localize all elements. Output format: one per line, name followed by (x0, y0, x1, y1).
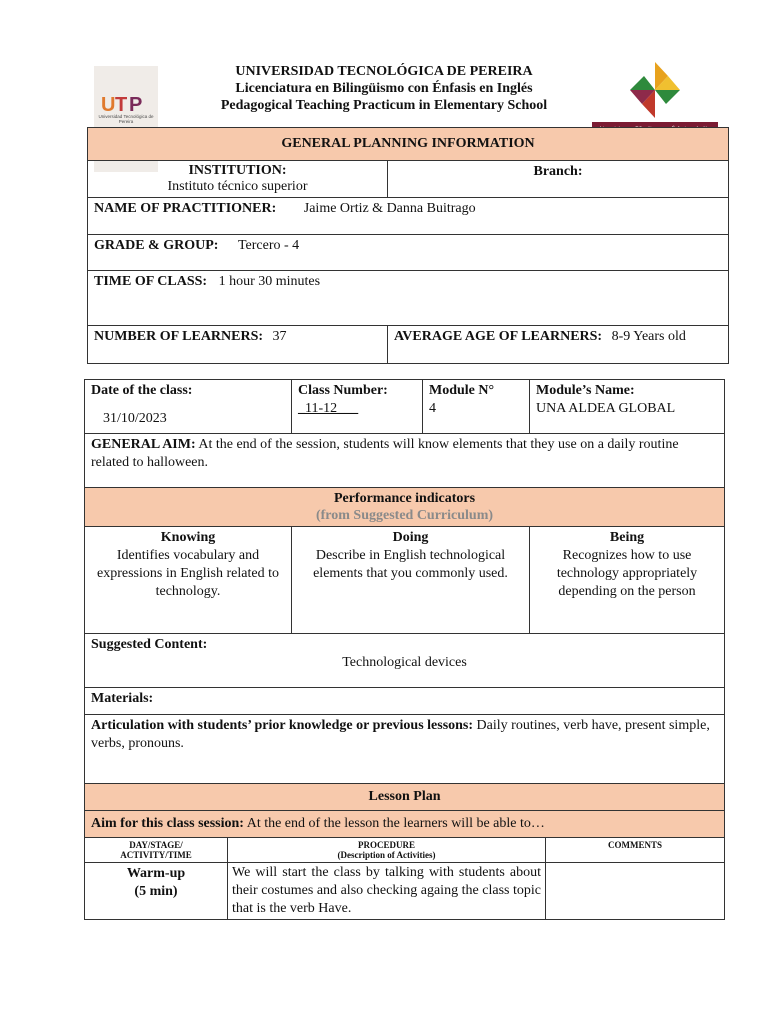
being-label: Being (609, 530, 645, 545)
date-value: 31/10/2023 (103, 411, 167, 426)
module-cell (423, 380, 530, 434)
lesson-plan-title: Lesson Plan (85, 784, 725, 811)
class-aim-cell (85, 811, 725, 838)
program-title: Licenciatura en Bilingüismo con Énfasis en Inglés (235, 81, 533, 96)
institution-cell (88, 161, 388, 198)
utp-mark-icon (100, 92, 152, 114)
general-aim-cell (85, 434, 725, 488)
class-aim-text: At the end of the lesson the learners will be able to… (246, 816, 545, 831)
time-value: 1 hour 30 minutes (218, 274, 321, 289)
institution-value: Instituto técnico superior (167, 179, 308, 194)
doing-text: Describe in English technological elements that you commonly used. (313, 548, 508, 581)
comments-cell (546, 863, 725, 920)
time-label: TIME OF CLASS: (94, 274, 208, 289)
doing-label: Doing (392, 530, 429, 545)
practitioner-cell (88, 198, 729, 235)
procedure-header-line2: (Description of Activities) (337, 850, 436, 860)
doing-cell (292, 527, 530, 634)
branch-label: Branch: (388, 161, 729, 198)
age-cell (388, 326, 729, 364)
age-label: AVERAGE AGE OF LEARNERS: (394, 329, 603, 344)
articulation-text: Daily routines, verb have, present simple, verbs, pronouns. (91, 718, 710, 751)
learners-cell (88, 326, 388, 364)
stage-cell (85, 863, 228, 920)
grade-cell (88, 235, 729, 271)
svg-text:P: P (129, 94, 143, 114)
class-number-cell (292, 380, 423, 434)
articulation-cell (85, 715, 725, 784)
pinwheel-icon (628, 60, 682, 120)
date-cell (85, 380, 292, 434)
articulation-label: Articulation with students’ prior knowledge or previous lessons: (91, 718, 474, 733)
general-aim-label: GENERAL AIM: (91, 437, 196, 452)
svg-text:U: U (101, 94, 116, 114)
date-label: Date of the class: (91, 383, 193, 398)
procedure-cell: We will start the class by talking with students about their costumes and also checking againg the class topic that is the verb Have. (228, 863, 546, 920)
table-row (85, 863, 725, 920)
module-label: Module N° (429, 383, 495, 398)
practicum-title: Pedagogical Teaching Practicum in Elementary School (220, 98, 548, 113)
procedure-header-line1: PROCEDURE (357, 840, 415, 850)
practitioner-label: NAME OF PRACTITIONER: (94, 201, 277, 216)
module-name-label: Module’s Name: (536, 383, 635, 398)
module-name-cell (530, 380, 725, 434)
age-value: 8-9 Years old (611, 329, 686, 344)
lesson-plan-table (84, 783, 725, 920)
learners-value: 37 (272, 329, 287, 344)
class-number-value: _11-12___ (298, 401, 359, 416)
suggested-content-cell (85, 634, 725, 688)
grade-value: Tercero - 4 (237, 238, 300, 253)
procedure-column-header (228, 838, 546, 863)
comments-column-header: COMMENTS (546, 838, 725, 863)
class-aim-label: Aim for this class session: (91, 816, 244, 831)
stage-header-line1: DAY/STAGE/ (129, 840, 183, 850)
university-title: UNIVERSIDAD TECNOLÓGICA DE PEREIRA (235, 64, 533, 79)
module-value: 4 (429, 401, 436, 416)
being-text: Recognizes how to use technology appropriately depending on the person (556, 548, 698, 599)
general-planning-table (87, 127, 729, 364)
class-info-table (84, 379, 725, 784)
performance-title-cell (85, 488, 725, 527)
general-planning-title: GENERAL PLANNING INFORMATION (88, 128, 729, 161)
practitioner-value: Jaime Ortiz & Danna Buitrago (303, 201, 476, 216)
suggested-content-value: Technological devices (342, 655, 467, 670)
module-name-value: UNA ALDEA GLOBAL (536, 401, 676, 416)
stage-time: (5 min) (134, 884, 178, 899)
general-aim-text: At the end of the session, students will know elements that they use on a daily routine related to halloween. (91, 437, 679, 470)
performance-title: Performance indicators (333, 491, 476, 506)
institution-label: INSTITUTION: (188, 163, 287, 178)
knowing-label: Knowing (160, 530, 216, 545)
grade-label: GRADE & GROUP: (94, 238, 219, 253)
knowing-text: Identifies vocabulary and expressions in English related to technology. (97, 548, 279, 599)
being-cell (530, 527, 725, 634)
time-cell (88, 271, 729, 326)
materials-label: Materials: (85, 688, 725, 715)
suggested-content-label: Suggested Content: (91, 637, 208, 652)
class-number-label: Class Number: (298, 383, 388, 398)
performance-subtitle: (from Suggested Curriculum) (315, 508, 494, 523)
stage-column-header (85, 838, 228, 863)
svg-text:T: T (115, 94, 128, 114)
learners-label: NUMBER OF LEARNERS: (94, 329, 264, 344)
stage-header-line2: ACTIVITY/TIME (120, 850, 192, 860)
utp-name: Universidad Tecnológica de Pereira (98, 114, 154, 124)
stage-name: Warm-up (126, 866, 186, 881)
knowing-cell (85, 527, 292, 634)
